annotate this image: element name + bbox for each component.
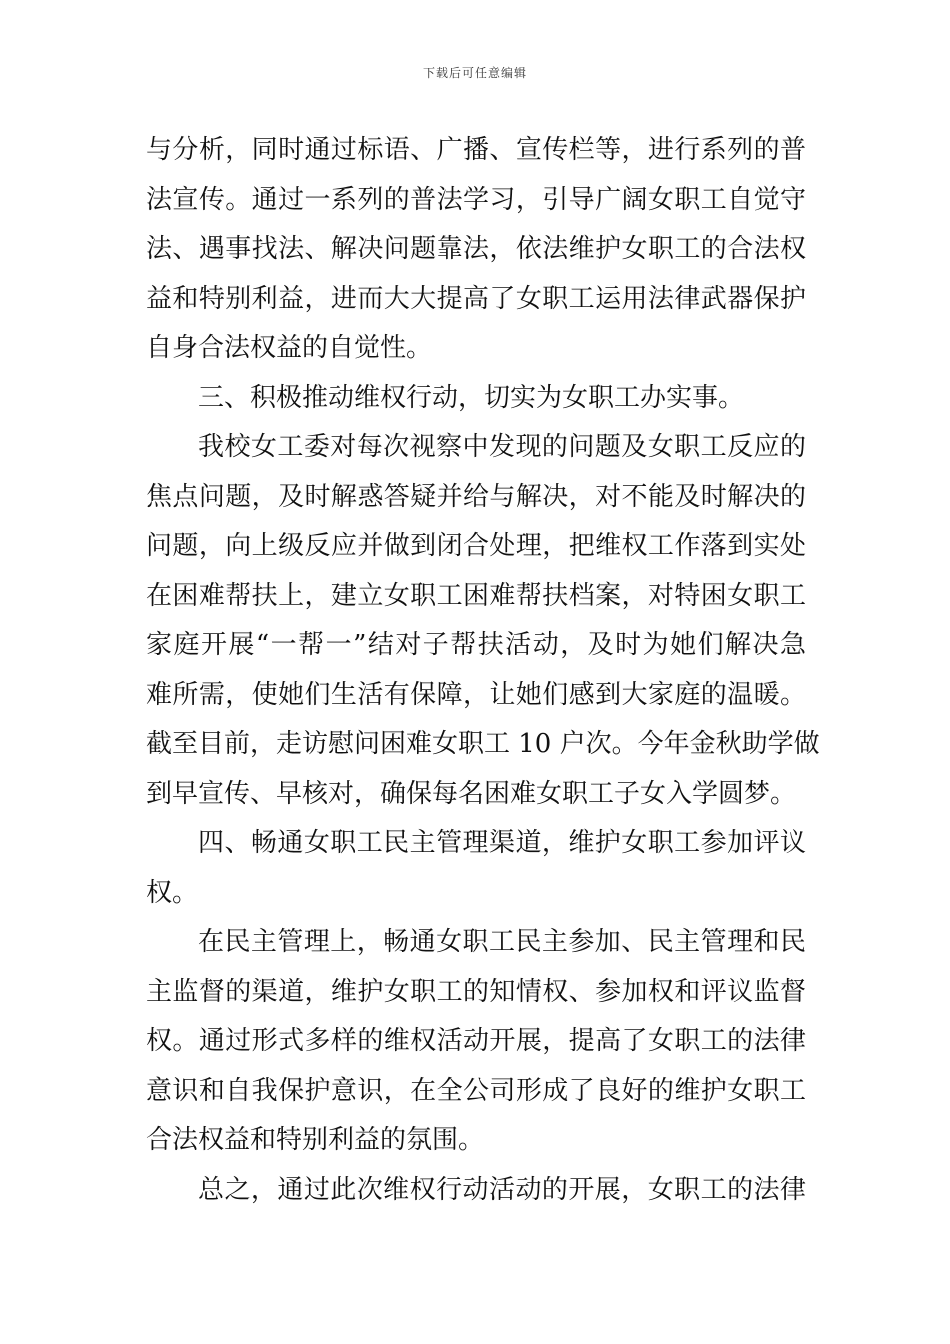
text-line: 我校女工委对每次视察中发现的问题及女职工反应的	[198, 432, 806, 462]
text-line: 难所需，使她们生活有保障，让她们感到大家庭的温暖。	[146, 679, 806, 710]
text-line: 法宣传。通过一系列的普法学习，引导广阔女职工自觉守	[146, 184, 806, 215]
document-body	[146, 126, 820, 1215]
text-line: 法、遇事找法、解决问题靠法，依法维护女职工的合法权	[146, 234, 806, 264]
text-line: 截至目前，走访慰问困难女职工 10 户次。今年金秋助学做	[146, 729, 820, 759]
text-line: 三、积极推动维权行动，切实为女职工办实事。	[198, 382, 745, 413]
text-line: 权。通过形式多样的维权活动开展，提高了女职工的法律	[146, 1026, 806, 1056]
text-line: 合法权益和特别利益的氛围。	[146, 1125, 485, 1155]
text-line: 在困难帮扶上，建立女职工困难帮扶档案，对特困女职工	[146, 580, 806, 611]
page-header-note: 下载后可任意编辑	[422, 66, 527, 80]
text-line: 自身合法权益的自觉性。	[146, 333, 433, 363]
text-line: 主监督的渠道，维护女职工的知情权、参加权和评议监督	[146, 976, 806, 1007]
text-line: 总之，通过此次维权行动活动的开展，女职工的法律	[198, 1174, 806, 1205]
text-line: 问题，向上级反应并做到闭合处理，把维权工作落到实处	[146, 531, 806, 561]
text-line: 四、畅通女职工民主管理渠道，维护女职工参加评议	[198, 828, 806, 858]
text-line: 在民主管理上，畅通女职工民主参加、民主管理和民	[198, 927, 806, 957]
text-line: 到早宣传、早核对，确保每名困难女职工子女入学圆梦。	[146, 778, 797, 809]
text-line: 益和特别利益，进而大大提高了女职工运用法律武器保护	[146, 283, 806, 314]
text-line: 权。	[146, 877, 199, 908]
text-line: 焦点问题，及时解惑答疑并给与解决，对不能及时解决的	[146, 481, 806, 512]
text-line: 家庭开展“一帮一”结对子帮扶活动，及时为她们解决急	[146, 630, 806, 660]
text-line: 与分析，同时通过标语、广播、宣传栏等，进行系列的普	[146, 135, 806, 165]
text-line: 意识和自我保护意识，在全公司形成了良好的维护女职工	[146, 1075, 806, 1106]
